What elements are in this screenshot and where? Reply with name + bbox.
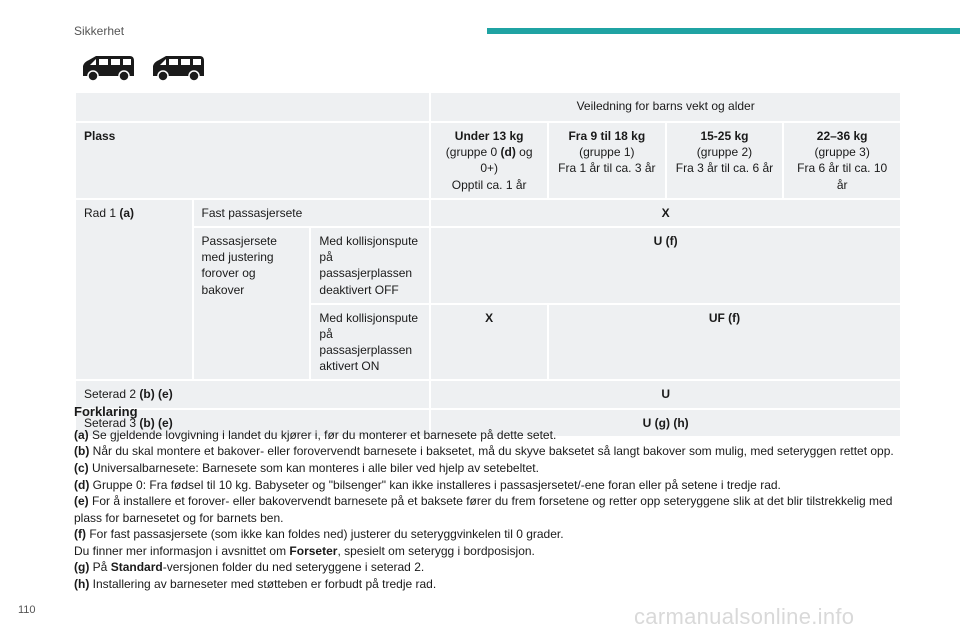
accent-bar	[487, 28, 960, 34]
column-header: Under 13 kg (gruppe 0 (d) og 0+) Opptil ca. 1 år	[430, 122, 548, 199]
row1-label: Rad 1 (a)	[75, 199, 193, 381]
watermark: carmanualsonline.info	[634, 604, 855, 629]
fixed-seat-value: X	[430, 199, 901, 227]
airbag-on-value-group0: X	[430, 304, 548, 381]
row3-label: Seterad 3 (b) (e)	[75, 409, 430, 437]
vehicle-icons	[80, 54, 206, 82]
legend-item: (h) Installering av barneseter med støtteben er forbudt på tredje rad.	[74, 576, 437, 591]
airbag-on-value-other: UF (f)	[548, 304, 901, 381]
page-number: 110	[18, 604, 36, 616]
row2-label: Seterad 2 (b) (e)	[75, 380, 430, 408]
van-7-seat-icon	[150, 54, 206, 82]
legend-title: Forklaring	[74, 404, 138, 419]
table-header-row	[75, 122, 901, 199]
child-seat-table	[74, 91, 902, 438]
table-row	[75, 199, 901, 227]
section-title: Sikkerhet	[74, 24, 125, 38]
column-header: Fra 9 til 18 kg (gruppe 1) Fra 1 år til ca. 3 år	[548, 122, 666, 199]
row3-value: U (g) (h)	[430, 409, 901, 437]
legend-item: (c) Universalbarnesete: Barnesete som kan monteres i alle biler ved hjelp av setebeltet.	[74, 461, 539, 476]
guidance-title: Veiledning for barns vekt og alder	[430, 92, 901, 122]
van-5-seat-icon	[80, 54, 136, 82]
table-corner	[75, 92, 430, 122]
airbag-on-label: Med kollisjonspute på passasjerplassen aktivert ON	[310, 304, 430, 381]
table-row	[75, 227, 901, 304]
legend-item: (f) For fast passasjersete (som ikke kan foldes ned) justerer du seteryggvinkelen til 0 grader.	[74, 527, 564, 542]
legend-item: (e) For å installere et forover- eller bakovervendt barnesete på et baksete fører du frem forsetene og retter opp seteryggene slik at det blir tilstrekkelig med plass for barnesetet og for barnets ben.	[74, 494, 893, 525]
adjustable-seat-label: Passasjersete med justering forover og bakover	[193, 227, 311, 381]
legend	[74, 403, 914, 592]
legend-item: (b) Når du skal montere et bakover- eller forovervendt barnesete i baksetet, må du skyve baksetet så langt bakover som mulig, med seteryggen rettet opp.	[74, 444, 894, 459]
fixed-seat-label: Fast passasjersete	[193, 199, 431, 227]
legend-item: (g) På Standard-versjonen folder du ned seteryggene i seterad 2.	[74, 560, 425, 575]
place-label: Plass	[75, 122, 430, 199]
column-header: 22–36 kg (gruppe 3) Fra 6 år til ca. 10 år	[783, 122, 901, 199]
row2-value: U	[430, 380, 901, 408]
legend-item: (a) Se gjeldende lovgivning i landet du kjører i, før du monterer et barnesete på dette setet.	[74, 427, 557, 442]
airbag-off-label: Med kollisjonspute på passasjerplassen deaktivert OFF	[310, 227, 430, 304]
legend-item: (d) Gruppe 0: Fra fødsel til 10 kg. Babyseter og "bilsenger" kan ikke installeres i passasjersetet/-ene foran eller på setene i tredje rad.	[74, 477, 781, 492]
column-header: 15-25 kg (gruppe 2) Fra 3 år til ca. 6 år	[666, 122, 784, 199]
legend-note: Du finner mer informasjon i avsnittet om Forseter, spesielt om seterygg i bordposisjon.	[74, 543, 535, 558]
airbag-off-value: U (f)	[430, 227, 901, 304]
